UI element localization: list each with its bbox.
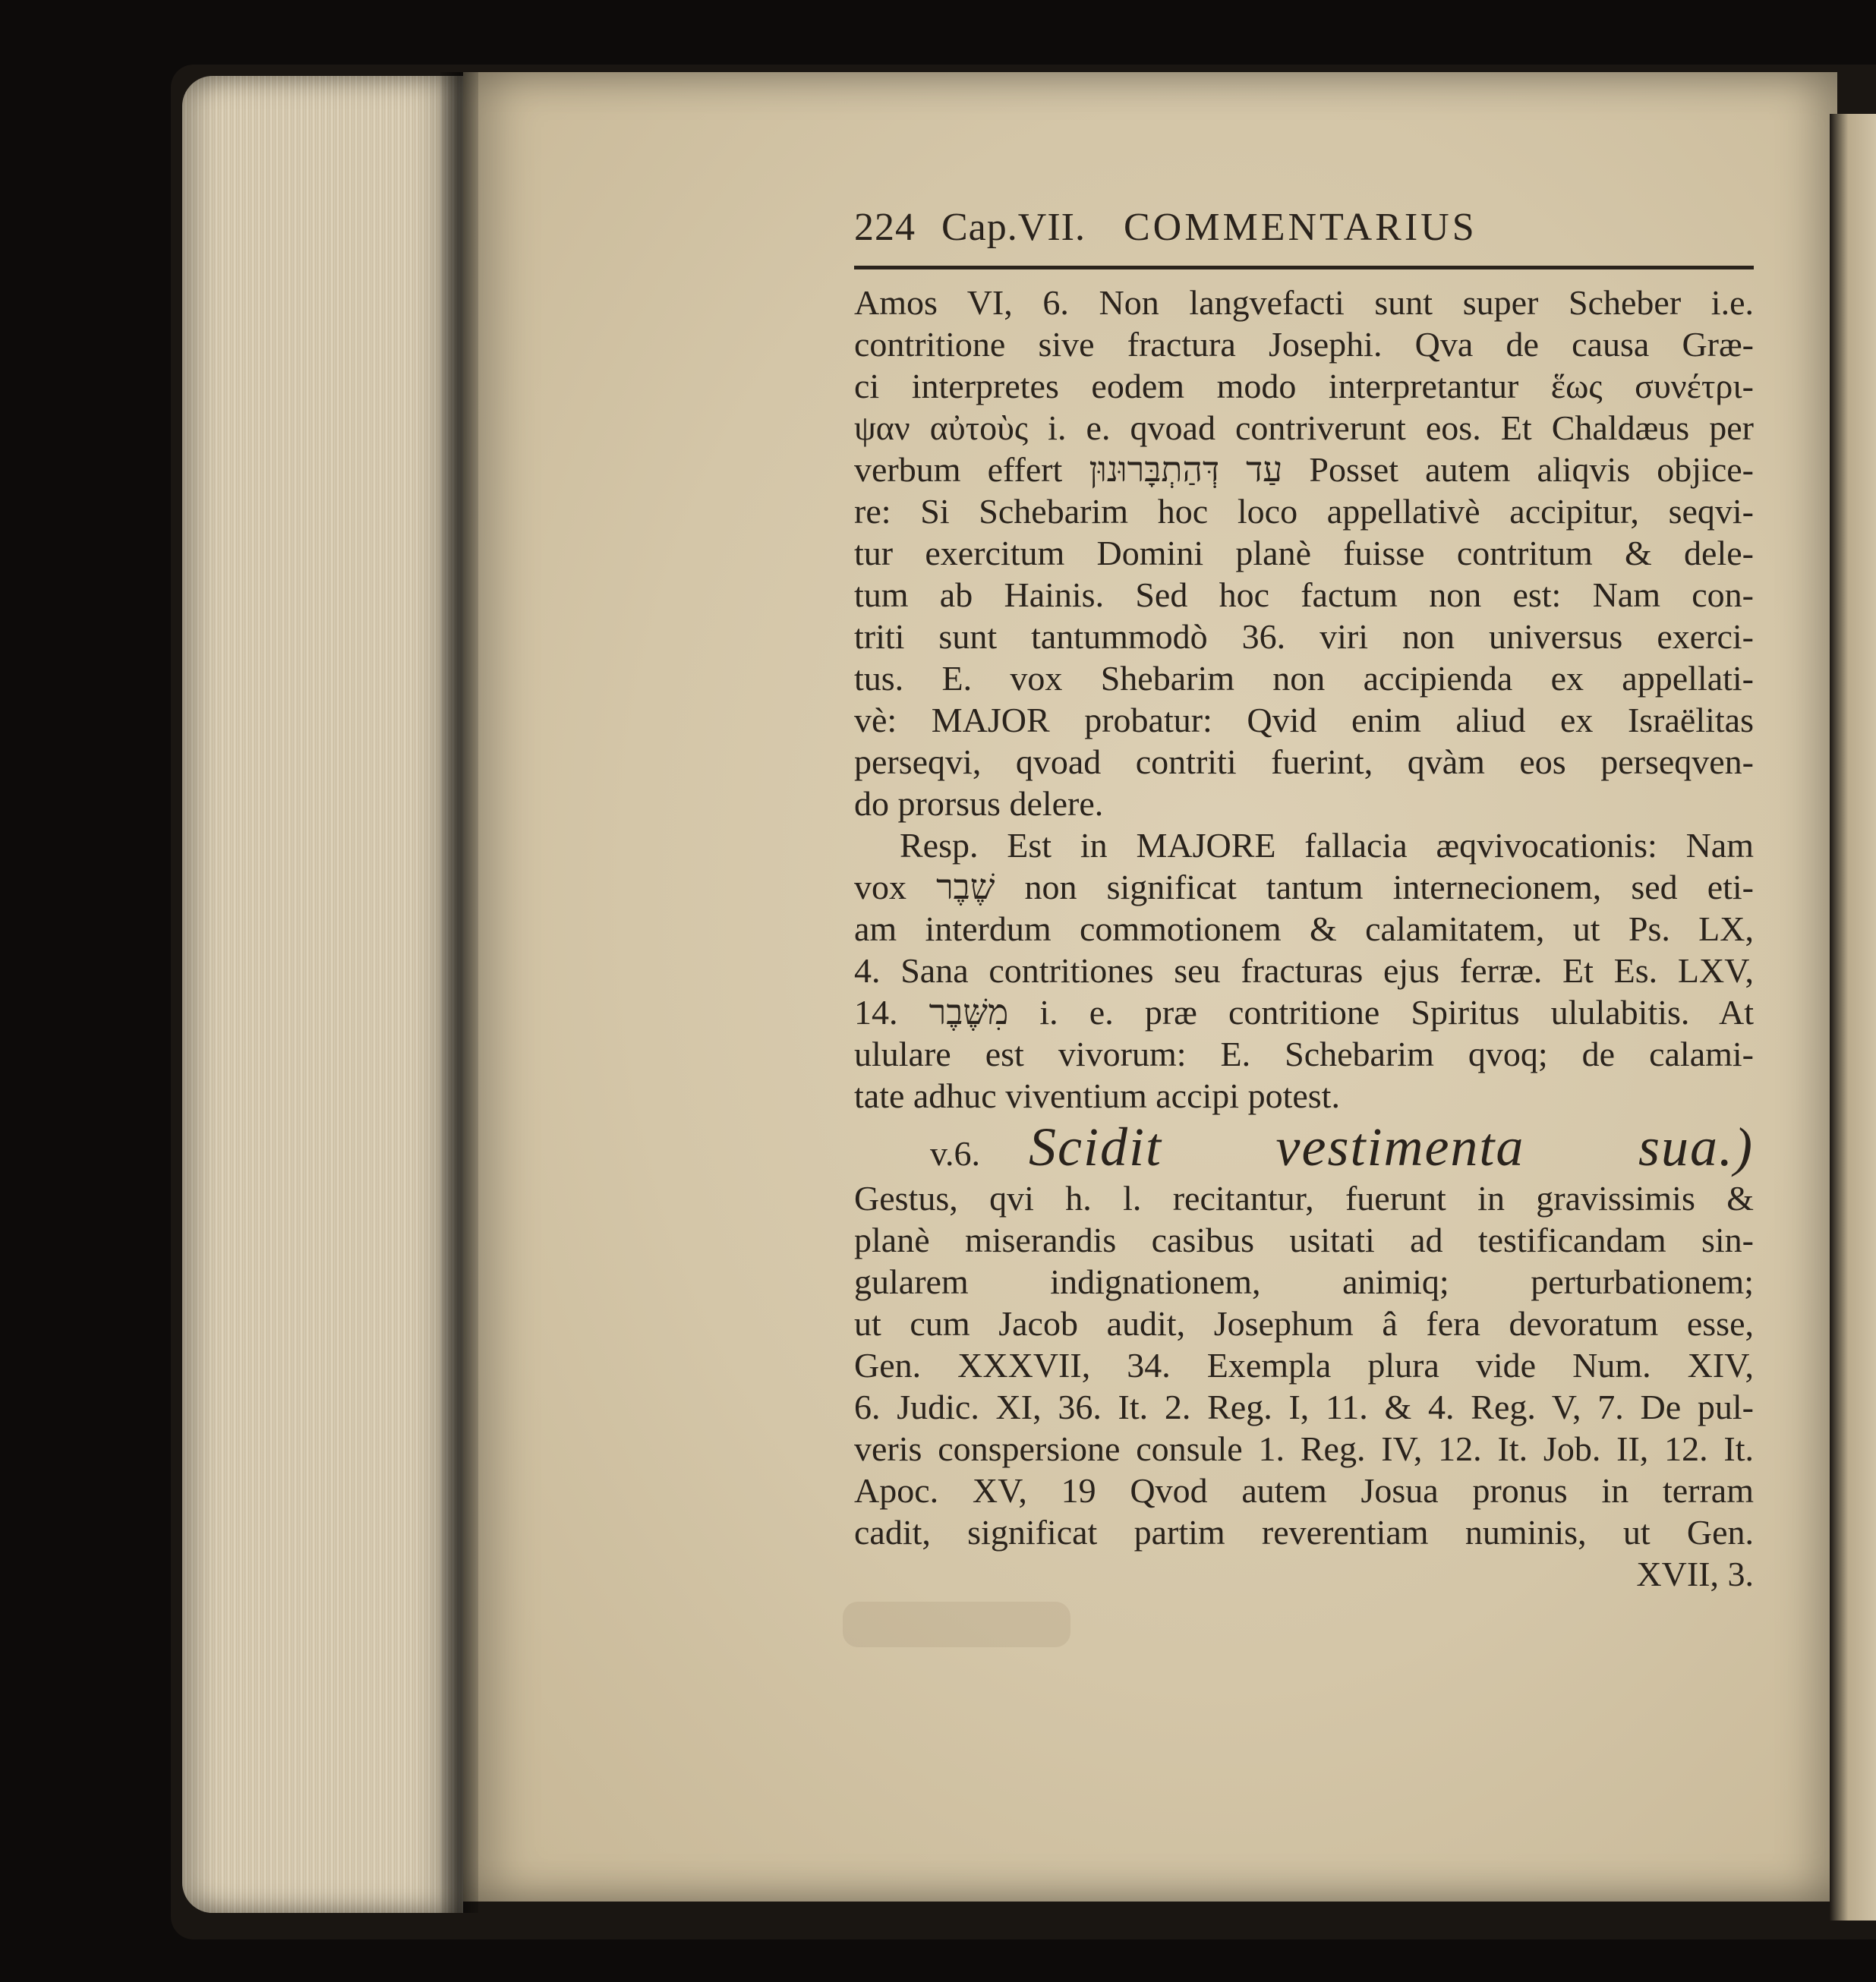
text-line: 6. Judic. XI, 36. It. 2. Reg. I, 11. & 4. Reg. V, 7. De pul-	[854, 1388, 1754, 1426]
lemma-line	[854, 1117, 1754, 1177]
text-line: am interdum commotionem & calamitatem, ut Ps. LX,	[854, 909, 1754, 948]
text-line: Amos VI, 6. Non langvefacti sunt super Scheber i.e.	[854, 283, 1754, 322]
text-line: verbum effert עַד דְּהַתְבָּרוּנוּן Posset autem aliqvis objice-	[854, 450, 1754, 489]
lemma-text: Scidit vestimenta sua.)	[1029, 1117, 1754, 1177]
text-line: Gen. XXXVII, 34. Exempla plura vide Num. XIV,	[854, 1346, 1754, 1385]
text-line: re: Si Schebarim hoc loco appellativè accipitur, seqvi-	[854, 492, 1754, 531]
binding-gutter	[440, 72, 478, 1913]
text-line: ut cum Jacob audit, Josephum â fera devoratum esse,	[854, 1304, 1754, 1343]
facing-page-edge	[1830, 114, 1876, 1921]
page-edges	[182, 76, 463, 1913]
running-title: COMMENTARIUS	[1124, 206, 1477, 249]
text-line: veris conspersione consule 1. Reg. IV, 12. It. Job. II, 12. It.	[854, 1429, 1754, 1468]
page-stain	[843, 1602, 1070, 1647]
catchword: XVII, 3.	[1636, 1555, 1754, 1593]
text-line: tum ab Hainis. Sed hoc factum non est: Nam con-	[854, 575, 1754, 614]
text-line: cadit, significat partim reverentiam numinis, ut Gen.	[854, 1513, 1754, 1552]
text-line: do prorsus delere.	[854, 784, 1104, 823]
text-line: 4. Sana contritiones seu fracturas ejus ferræ. Et Es. LXV,	[854, 951, 1754, 990]
verse-number: v.6.	[930, 1134, 981, 1173]
text-line: ci interpretes eodem modo interpretantur ἕως συνέτρι-	[854, 367, 1754, 405]
text-line: ululare est vivorum: E. Schebarim qvoq; de calami-	[854, 1035, 1754, 1073]
text-line: gularem indignationem, animiq; perturbationem;	[854, 1262, 1754, 1301]
chapter-label: Cap.VII.	[941, 206, 1086, 249]
text-line: contritione sive fractura Josephi. Qva de causa Græ-	[854, 325, 1754, 364]
text-line: tus. E. vox Shebarim non accipienda ex appellati-	[854, 659, 1754, 698]
text-line: ψαν αὐτοὺς i. e. qvoad contriverunt eos. Et Chaldæus per	[854, 408, 1754, 447]
text-line: Resp. Est in MAJORE fallacia æqvivocationis: Nam	[900, 826, 1754, 865]
header-rule	[854, 266, 1754, 269]
text-block	[854, 205, 1761, 1595]
text-line: planè miserandis casibus usitati ad testificandam sin-	[854, 1221, 1754, 1259]
text-line: tate adhuc viventium accipi potest.	[854, 1076, 1340, 1115]
text-line: Apoc. XV, 19 Qvod autem Josua pronus in terram	[854, 1471, 1754, 1510]
running-head	[854, 205, 1761, 258]
text-line: vè: MAJOR probatur: Qvid enim aliud ex Israëlitas	[854, 701, 1754, 739]
text-line: 14. מִשֶּׁבֶר i. e. præ contritione Spiritus ululabitis. At	[854, 993, 1754, 1032]
page-number: 224	[854, 206, 916, 249]
text-line: triti sunt tantummodò 36. viri non universus exerci-	[854, 617, 1754, 656]
text-line: Gestus, qvi h. l. recitantur, fuerunt in gravissimis &	[854, 1179, 1754, 1218]
text-line: tur exercitum Domini planè fuisse contritum & dele-	[854, 534, 1754, 572]
text-line: vox שֶׁבֶר non significat tantum internecionem, sed eti-	[854, 868, 1754, 906]
text-line: perseqvi, qvoad contriti fuerint, qvàm eos perseqven-	[854, 742, 1754, 781]
